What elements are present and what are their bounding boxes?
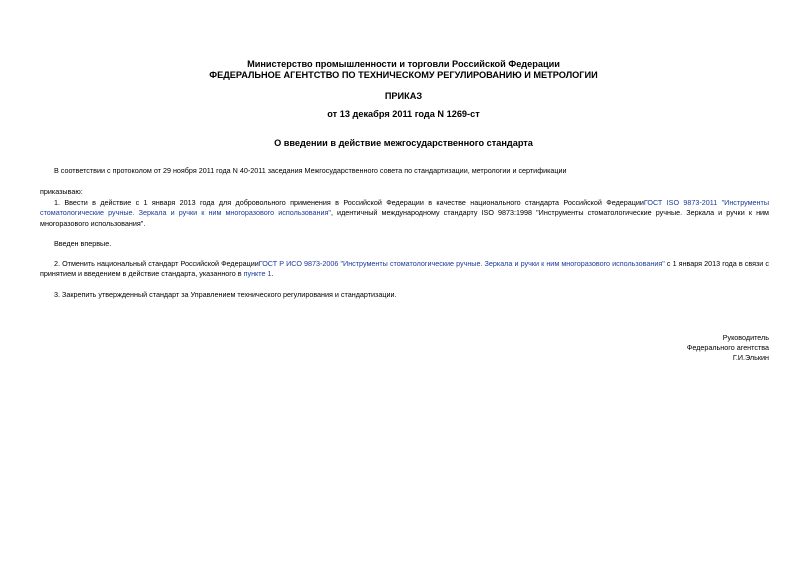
order-word: приказываю: — [40, 187, 83, 196]
item-2-prefix: 2. Отменить национальный стандарт Российской Федерации — [54, 259, 259, 268]
signature-organization: Федерального агентства — [686, 343, 769, 352]
document-subject: О введении в действие межгосударственного стандарта — [274, 138, 533, 148]
item-3-paragraph: 3. Закрепить утвержденный стандарт за Управлением технического регулирования и стандартизации. — [54, 290, 397, 299]
introduced-note: Введен впервые. — [54, 239, 112, 248]
item-2-paragraph — [40, 259, 769, 280]
item-1-prefix: 1. Ввести в действие с 1 января 2013 года для добровольного применения в Российской Федерации в качестве национального стандарта Российской Федерации — [54, 198, 644, 207]
item-1-suffix: , идентичный международному стандарту ISO 9873:1998 "Инструменты стоматологические ручные. Зеркала и ручки к ним многоразового использования". — [40, 208, 769, 228]
document-date-number: от 13 декабря 2011 года N 1269-ст — [327, 109, 480, 119]
ministry-title: Министерство промышленности и торговли Российской Федерации — [247, 59, 560, 69]
item-2-middle: с 1 января 2013 года в связи с принятием и введением в действие стандарта, указанного в — [40, 259, 769, 279]
preamble-paragraph: В соответствии с протоколом от 29 ноября 2011 года N 40-2011 заседания Межгосударственного совета по стандартизации, метрологии и сертификации — [54, 166, 567, 175]
item-2-end: . — [271, 269, 274, 279]
agency-title: ФЕДЕРАЛЬНОЕ АГЕНТСТВО ПО ТЕХНИЧЕСКОМУ РЕГУЛИРОВАНИЮ И МЕТРОЛОГИИ — [209, 70, 598, 80]
item-2-point-link[interactable]: пункте 1 — [243, 269, 272, 279]
signature-name: Г.И.Элькин — [732, 353, 769, 362]
item-1-paragraph — [40, 198, 769, 229]
document-type: ПРИКАЗ — [384, 91, 423, 101]
item-2-standard-link[interactable]: ГОСТ Р ИСО 9873-2006 "Инструменты стоматологические ручные. Зеркала и ручки к ним многоразового использования" — [258, 259, 665, 268]
item-1-standard-link[interactable]: ГОСТ ISO 9873-2011 "Инструменты стоматологические ручные. Зеркала и ручки к ним многоразового использования" — [40, 198, 769, 218]
signature-position: Руководитель — [722, 333, 769, 342]
